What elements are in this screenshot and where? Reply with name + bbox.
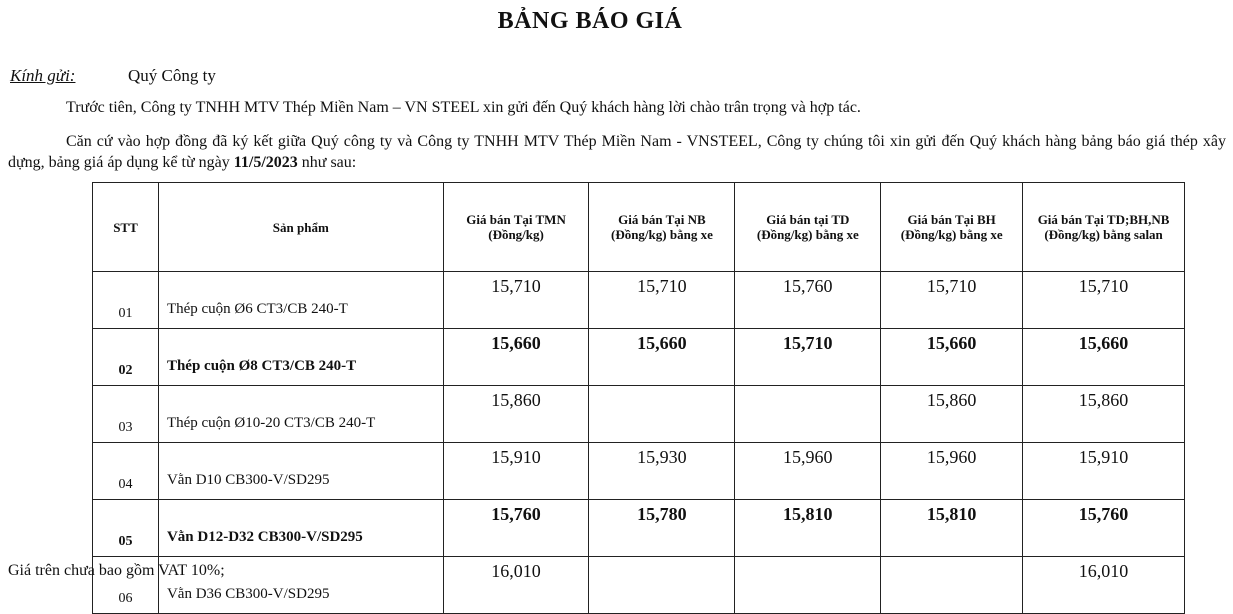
row-price: 15,760 [1023,500,1185,557]
header-price-bh: Giá bán Tại BH (Đồng/kg) bằng xe [881,183,1023,272]
table-row [93,500,1185,557]
row-product: Thép cuộn Ø6 CT3/CB 240-T [158,272,443,329]
table-row [93,443,1185,500]
row-stt: 01 [93,272,159,329]
body-text-before: Căn cứ vào hợp đồng đã ký kết giữa Quý công ty và Công ty TNHH MTV Thép Miền Nam - VNSTEEL, Công ty chúng tôi xin gửi đến Quý khách hàng bảng báo giá thép xây dựng, bảng giá áp dụng kể từ ngày [8,133,1226,171]
row-price: 15,810 [735,500,881,557]
row-price: 15,660 [1023,329,1185,386]
row-product: Thép cuộn Ø8 CT3/CB 240-T [158,329,443,386]
row-price: 15,660 [881,329,1023,386]
page-title: BẢNG BÁO GIÁ [497,8,683,34]
row-product: Vằn D36 CB300-V/SD295 [158,557,443,614]
row-price: 15,710 [589,272,735,329]
row-price [735,386,881,443]
price-table [92,182,1185,614]
body-text-after: như sau: [297,154,357,171]
row-stt: 04 [93,443,159,500]
vat-footnote: Giá trên chưa bao gồm VAT 10%; [8,562,225,579]
greeting-recipient: Quý Công ty [128,66,216,85]
row-stt: 03 [93,386,159,443]
row-price: 15,760 [735,272,881,329]
row-product: Thép cuộn Ø10-20 CT3/CB 240-T [158,386,443,443]
row-price: 15,660 [443,329,589,386]
table-row [93,557,1185,614]
header-price-nb: Giá bán Tại NB (Đồng/kg) bằng xe [589,183,735,272]
intro-paragraph: Trước tiên, Công ty TNHH MTV Thép Miền Nam – VN STEEL xin gửi đến Quý khách hàng lời chào trân trọng và hợp tác. [66,99,861,116]
row-price: 15,660 [589,329,735,386]
greeting-label: Kính gửi: [10,66,76,85]
table-header-row [93,183,1185,272]
header-product: Sản phẩm [158,183,443,272]
row-price [881,557,1023,614]
row-price: 16,010 [1023,557,1185,614]
body-paragraph [8,131,1226,173]
row-price: 15,780 [589,500,735,557]
row-price: 15,760 [443,500,589,557]
row-price [735,557,881,614]
table-row [93,386,1185,443]
row-price: 15,960 [881,443,1023,500]
row-price: 15,860 [1023,386,1185,443]
header-price-salan: Giá bán Tại TD;BH,NB (Đồng/kg) bằng salan [1023,183,1185,272]
row-stt: 06 [93,557,159,614]
table-body [93,272,1185,614]
row-price [589,557,735,614]
row-product: Vằn D10 CB300-V/SD295 [158,443,443,500]
header-stt: STT [93,183,159,272]
row-price: 16,010 [443,557,589,614]
row-price: 15,710 [443,272,589,329]
row-price: 15,710 [735,329,881,386]
table-row [93,272,1185,329]
row-price [589,386,735,443]
row-price: 15,710 [1023,272,1185,329]
row-price: 15,810 [881,500,1023,557]
row-price: 15,930 [589,443,735,500]
row-price: 15,960 [735,443,881,500]
effective-date: 11/5/2023 [233,154,298,171]
row-price: 15,910 [443,443,589,500]
header-price-tmn: Giá bán Tại TMN (Đồng/kg) [443,183,589,272]
row-product: Vằn D12-D32 CB300-V/SD295 [158,500,443,557]
row-price: 15,860 [881,386,1023,443]
row-price: 15,710 [881,272,1023,329]
row-price: 15,860 [443,386,589,443]
row-stt: 05 [93,500,159,557]
row-stt: 02 [93,329,159,386]
table-row [93,329,1185,386]
row-price: 15,910 [1023,443,1185,500]
header-price-td: Giá bán tại TD (Đồng/kg) bằng xe [735,183,881,272]
greeting [10,66,216,86]
